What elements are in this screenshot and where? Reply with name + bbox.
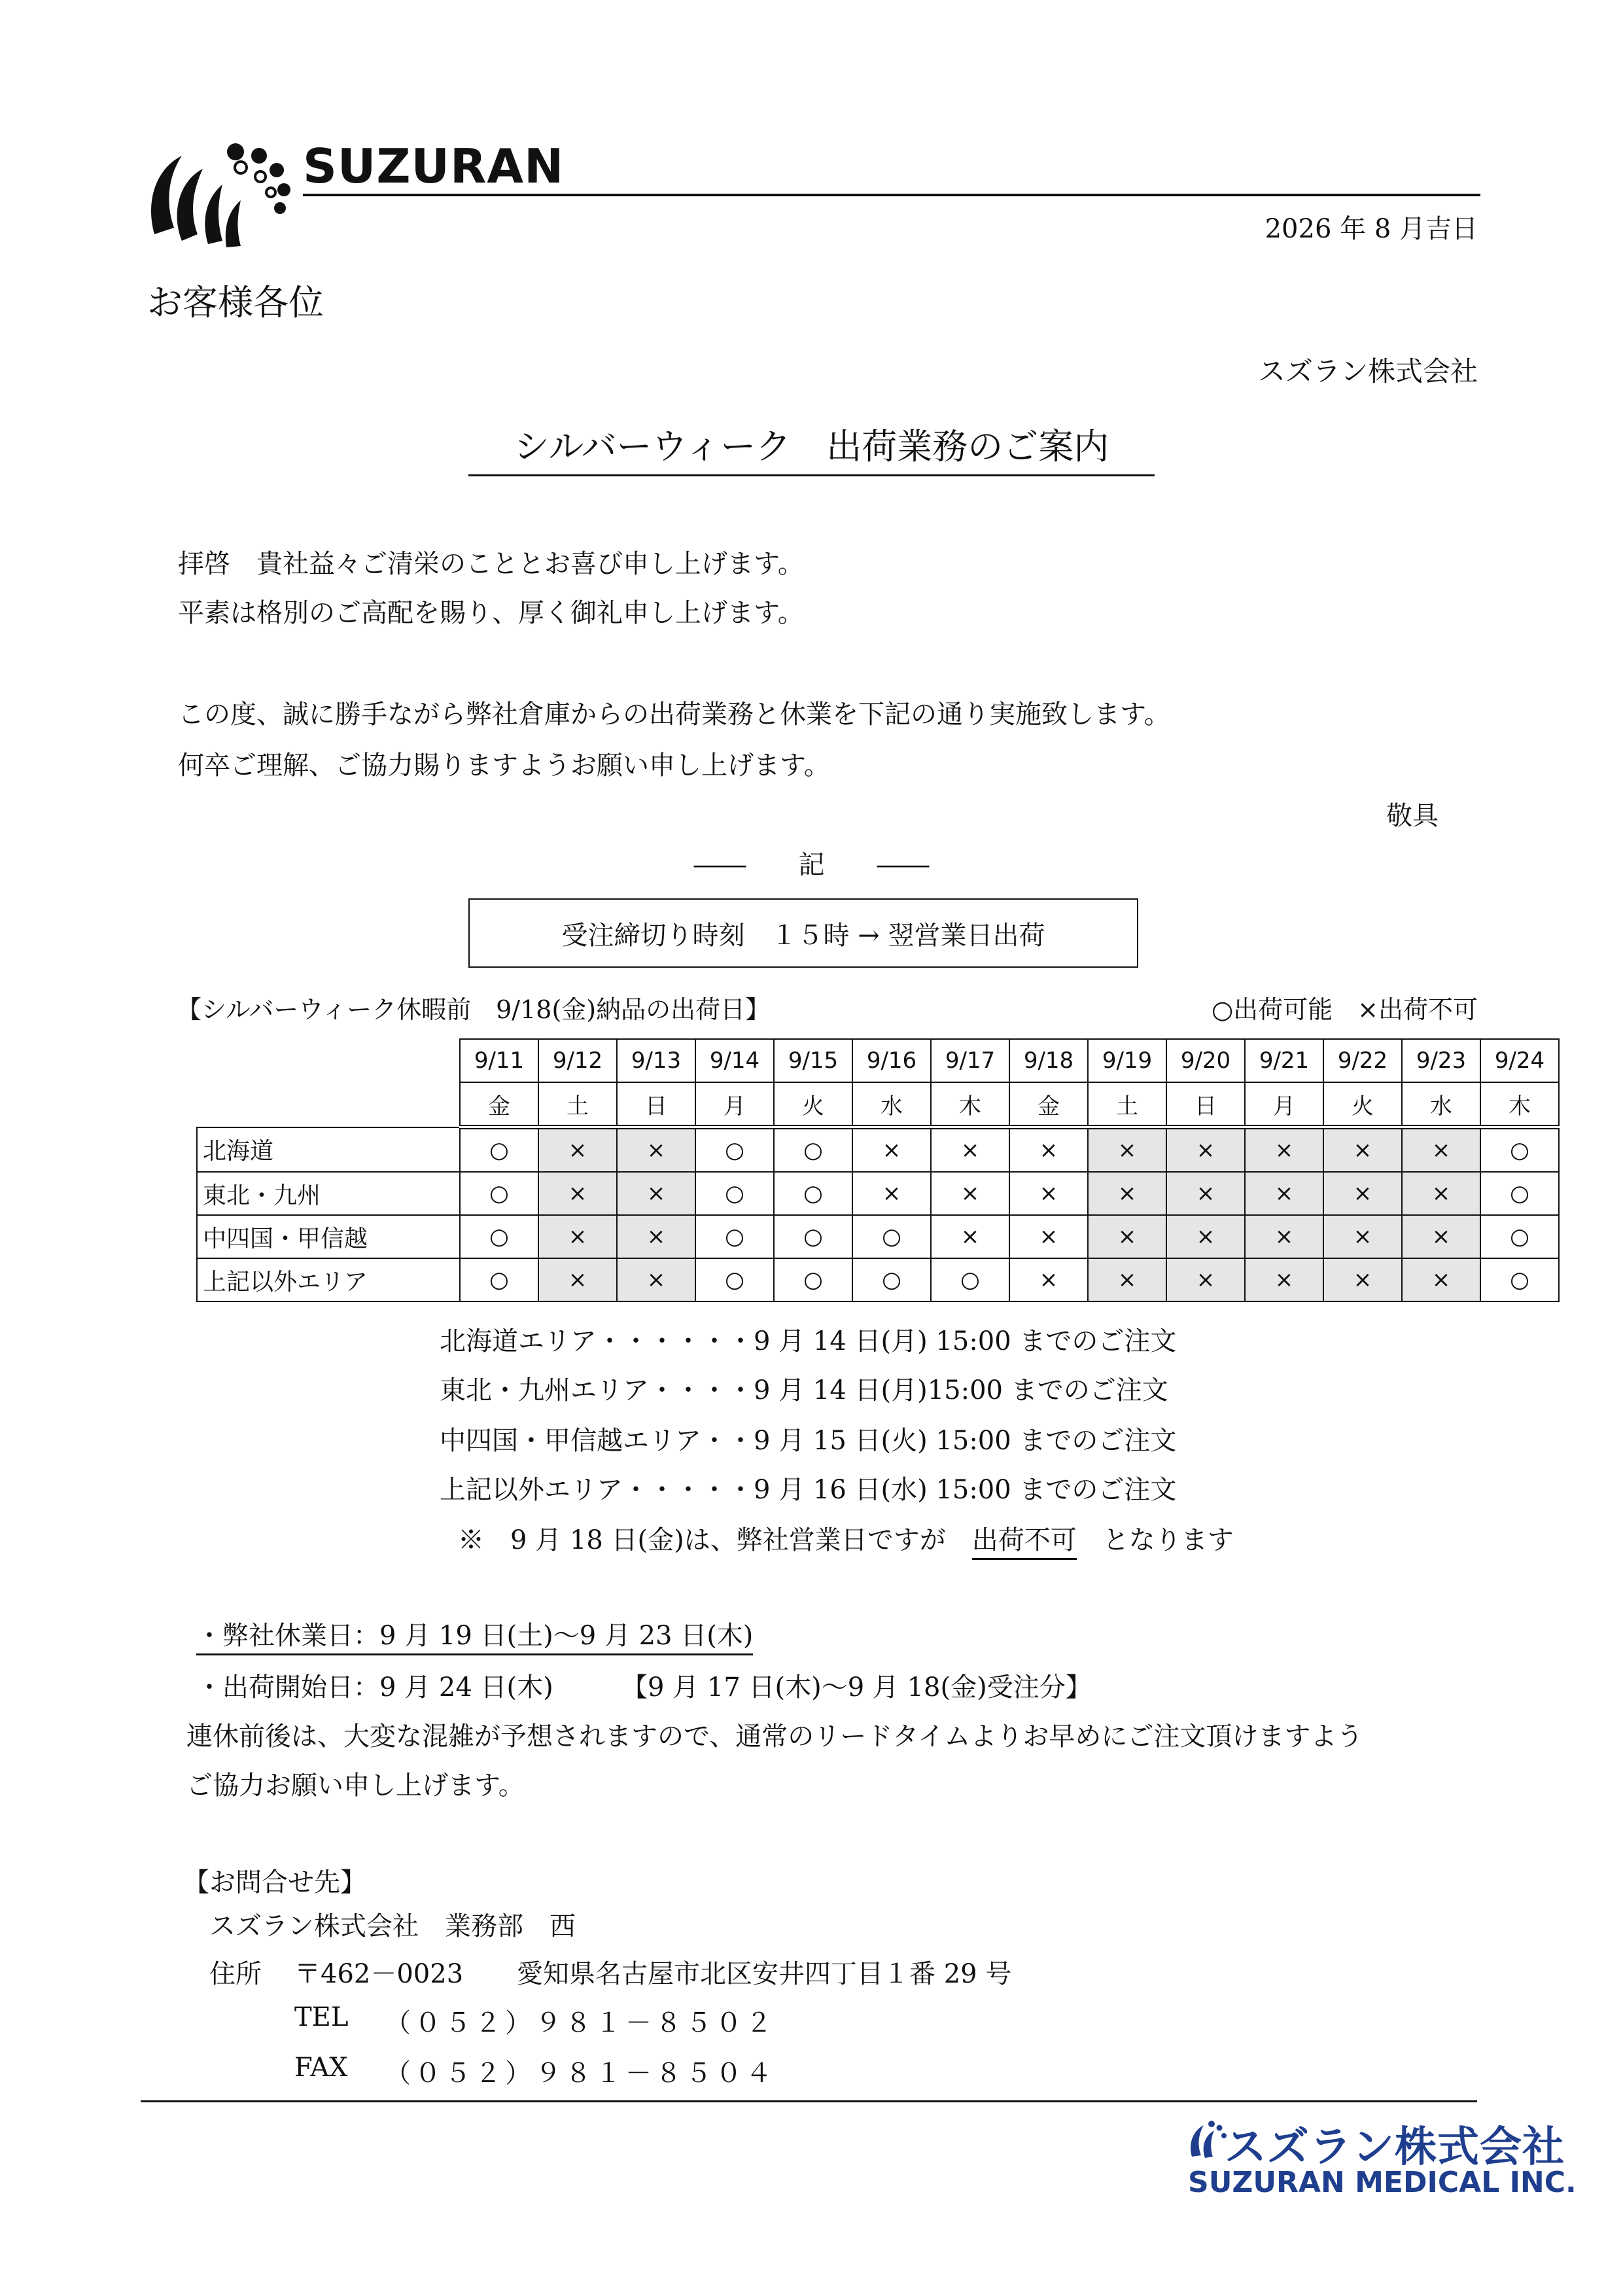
footer-company-name-en: SUZURAN MEDICAL INC.: [1188, 2166, 1577, 2199]
footer-logo-icon: [1188, 2119, 1227, 2161]
availability-cell: ○: [774, 1127, 852, 1173]
availability-cell: ×: [1245, 1127, 1323, 1173]
availability-cell: ×: [1402, 1215, 1480, 1258]
availability-cell: ×: [1088, 1172, 1166, 1215]
note-emphasis: 出荷不可: [972, 1525, 1077, 1560]
ship-start-line: ・出荷開始日：9 月 24 日(木): [196, 1672, 553, 1703]
document-date: 2026 年 8 月吉日: [1265, 214, 1478, 244]
date-header-cell: 9/20: [1166, 1039, 1245, 1082]
availability-cell: ×: [1166, 1215, 1245, 1258]
date-header-cell: 9/17: [931, 1039, 1009, 1082]
availability-cell: ×: [1245, 1172, 1323, 1215]
weekday-header-cell: 土: [538, 1082, 617, 1127]
availability-cell: ×: [1166, 1258, 1245, 1301]
availability-cell: ○: [460, 1258, 538, 1301]
table-corner-cell: [197, 1082, 460, 1127]
availability-cell: ×: [1166, 1127, 1245, 1173]
table-caption: 【シルバーウィーク休暇前 9/18(金)納品の出荷日】: [177, 995, 771, 1024]
fax-number: （０５２）９８１－８５０４: [385, 2058, 776, 2089]
availability-cell: ○: [774, 1215, 852, 1258]
availability-cell: ×: [1323, 1215, 1402, 1258]
date-header-cell: 9/15: [774, 1039, 852, 1082]
weekday-header-cell: 月: [1245, 1082, 1323, 1127]
contact-company: スズラン株式会社 業務部 西: [209, 1911, 576, 1941]
weekday-header-cell: 木: [931, 1082, 1009, 1127]
availability-cell: ○: [695, 1258, 774, 1301]
availability-cell: ○: [1480, 1215, 1559, 1258]
table-legend: ○出荷可能 ×出荷不可: [1212, 995, 1478, 1024]
weekday-header-cell: 月: [695, 1082, 774, 1127]
date-header-cell: 9/23: [1402, 1039, 1480, 1082]
document-title-text: シルバーウィーク 出荷業務のご案内: [468, 419, 1155, 476]
availability-cell: ×: [1088, 1127, 1166, 1173]
availability-cell: ×: [1402, 1258, 1480, 1301]
date-header-cell: 9/24: [1480, 1039, 1559, 1082]
holiday-line: [196, 1615, 753, 1652]
greeting-line-1: 拝啓 貴社益々ご清栄のこととお喜び申し上げます。: [178, 549, 804, 579]
document-title: [0, 419, 1623, 476]
address: 愛知県名古屋市北区安井四丁目１番 29 号: [517, 1959, 1012, 1989]
weekday-header-cell: 木: [1480, 1082, 1559, 1127]
availability-cell: ×: [931, 1127, 1009, 1173]
header-rule: [303, 194, 1480, 196]
table-row: [197, 1258, 1559, 1301]
holiday-text: ・弊社休業日：9 月 19 日(土)〜9 月 23 日(木): [196, 1621, 753, 1655]
date-header-cell: 9/19: [1088, 1039, 1166, 1082]
availability-cell: ○: [695, 1215, 774, 1258]
date-header-cell: 9/13: [617, 1039, 695, 1082]
availability-cell: ×: [617, 1127, 695, 1173]
deadline-tohoku-kyushu: 東北・九州エリア・・・・9 月 14 日(月)15:00 までのご注文: [440, 1375, 1168, 1405]
availability-cell: ×: [1009, 1258, 1088, 1301]
note-suffix: となります: [1076, 1525, 1234, 1555]
availability-cell: ×: [538, 1258, 617, 1301]
date-header-row: [197, 1039, 1559, 1082]
weekday-header-cell: 土: [1088, 1082, 1166, 1127]
tel-label: TEL: [294, 2002, 349, 2032]
availability-cell: ○: [1480, 1172, 1559, 1215]
company-wordmark: SUZURAN: [303, 139, 565, 194]
deadline-hokkaido: 北海道エリア・・・・・・9 月 14 日(月) 15:00 までのご注文: [440, 1326, 1177, 1356]
availability-cell: ×: [852, 1172, 931, 1215]
date-header-cell: 9/18: [1009, 1039, 1088, 1082]
shipping-schedule-table: [196, 1038, 1560, 1302]
note-prefix: ※ 9 月 18 日(金)は、弊社営業日ですが: [458, 1525, 972, 1555]
availability-cell: ×: [1166, 1172, 1245, 1215]
availability-cell: ×: [617, 1172, 695, 1215]
availability-cell: ×: [617, 1215, 695, 1258]
availability-cell: ×: [1402, 1172, 1480, 1215]
tel-number: （０５２）９８１－８５０２: [385, 2008, 776, 2038]
table-row: [197, 1172, 1559, 1215]
weekday-header-cell: 水: [1402, 1082, 1480, 1127]
weekday-header-cell: 水: [852, 1082, 931, 1127]
recipient: お客様各位: [147, 282, 324, 323]
availability-cell: ×: [538, 1127, 617, 1173]
availability-cell: ○: [1480, 1127, 1559, 1173]
area-cell: 中四国・甲信越: [197, 1215, 460, 1258]
availability-cell: ×: [931, 1215, 1009, 1258]
availability-cell: ×: [1323, 1127, 1402, 1173]
table-row: [197, 1215, 1559, 1258]
fax-label: FAX: [294, 2053, 348, 2083]
availability-cell: ×: [538, 1172, 617, 1215]
availability-cell: ○: [695, 1127, 774, 1173]
suzuran-logo-icon: [143, 136, 300, 254]
availability-cell: ○: [852, 1215, 931, 1258]
weekday-header-row: [197, 1082, 1559, 1127]
availability-cell: ○: [931, 1258, 1009, 1301]
weekday-header-cell: 日: [617, 1082, 695, 1127]
date-header-cell: 9/11: [460, 1039, 538, 1082]
notice-line-1: この度、誠に勝手ながら弊社倉庫からの出荷業務と休業を下記の通り実施致します。: [178, 699, 1170, 730]
footer-rule: [141, 2100, 1477, 2102]
availability-cell: ×: [617, 1258, 695, 1301]
availability-cell: ×: [1245, 1215, 1323, 1258]
availability-cell: ×: [852, 1127, 931, 1173]
availability-cell: ×: [1088, 1215, 1166, 1258]
availability-cell: ×: [1009, 1172, 1088, 1215]
weekday-header-cell: 金: [1009, 1082, 1088, 1127]
table-row: [197, 1127, 1559, 1173]
table-corner-cell: [197, 1039, 460, 1082]
availability-cell: ○: [695, 1172, 774, 1215]
greeting-line-2: 平素は格別のご高配を賜り、厚く御礼申し上げます。: [178, 598, 804, 628]
postal-code: 〒462－0023: [294, 1959, 464, 1989]
address-label: 住所: [209, 1959, 262, 1989]
availability-cell: ×: [1402, 1127, 1480, 1173]
availability-cell: ×: [1009, 1127, 1088, 1173]
ship-orders-line: 【9 月 17 日(木)〜9 月 18(金)受注分】: [621, 1672, 1092, 1703]
cutoff-text: 受注締切り時刻 １５時 → 翌営業日出荷: [561, 920, 1045, 951]
deadline-other-areas: 上記以外エリア・・・・・9 月 16 日(水) 15:00 までのご注文: [440, 1475, 1177, 1505]
weekday-header-cell: 火: [774, 1082, 852, 1127]
area-cell: 東北・九州: [197, 1172, 460, 1215]
closing: 敬具: [1386, 801, 1439, 831]
availability-cell: ○: [774, 1258, 852, 1301]
availability-cell: ○: [460, 1127, 538, 1173]
note-line: [458, 1519, 1234, 1557]
date-header-cell: 9/21: [1245, 1039, 1323, 1082]
deadline-chushikoku-koshinetsu: 中四国・甲信越エリア・・9 月 15 日(火) 15:00 までのご注文: [440, 1426, 1177, 1456]
date-header-cell: 9/14: [695, 1039, 774, 1082]
availability-cell: ×: [1323, 1258, 1402, 1301]
date-header-cell: 9/12: [538, 1039, 617, 1082]
date-header-cell: 9/22: [1323, 1039, 1402, 1082]
cutoff-box: [468, 898, 1138, 968]
ki-heading: ―― 記 ――: [693, 850, 930, 880]
availability-cell: ×: [1323, 1172, 1402, 1215]
request-line-1: 連休前後は、大変な混雑が予想されますので、通常のリードタイムよりお早めにご注文頂けますよう: [186, 1722, 1363, 1752]
availability-cell: ×: [1009, 1215, 1088, 1258]
availability-cell: ×: [1245, 1258, 1323, 1301]
availability-cell: ×: [931, 1172, 1009, 1215]
contact-heading: 【お問合せ先】: [183, 1867, 366, 1898]
request-line-2: ご協力お願い申し上げます。: [186, 1771, 525, 1801]
availability-cell: ○: [1480, 1258, 1559, 1301]
availability-cell: ○: [774, 1172, 852, 1215]
availability-cell: ○: [460, 1215, 538, 1258]
availability-cell: ○: [852, 1258, 931, 1301]
availability-cell: ○: [460, 1172, 538, 1215]
weekday-header-cell: 金: [460, 1082, 538, 1127]
availability-cell: ×: [538, 1215, 617, 1258]
weekday-header-cell: 日: [1166, 1082, 1245, 1127]
footer-company-name-jp: スズラン株式会社: [1225, 2123, 1565, 2172]
area-cell: 上記以外エリア: [197, 1258, 460, 1301]
availability-cell: ×: [1088, 1258, 1166, 1301]
weekday-header-cell: 火: [1323, 1082, 1402, 1127]
date-header-cell: 9/16: [852, 1039, 931, 1082]
sender: スズラン株式会社: [1257, 355, 1478, 387]
area-cell: 北海道: [197, 1127, 460, 1173]
notice-line-2: 何卒ご理解、ご協力賜りますようお願い申し上げます。: [178, 751, 830, 781]
